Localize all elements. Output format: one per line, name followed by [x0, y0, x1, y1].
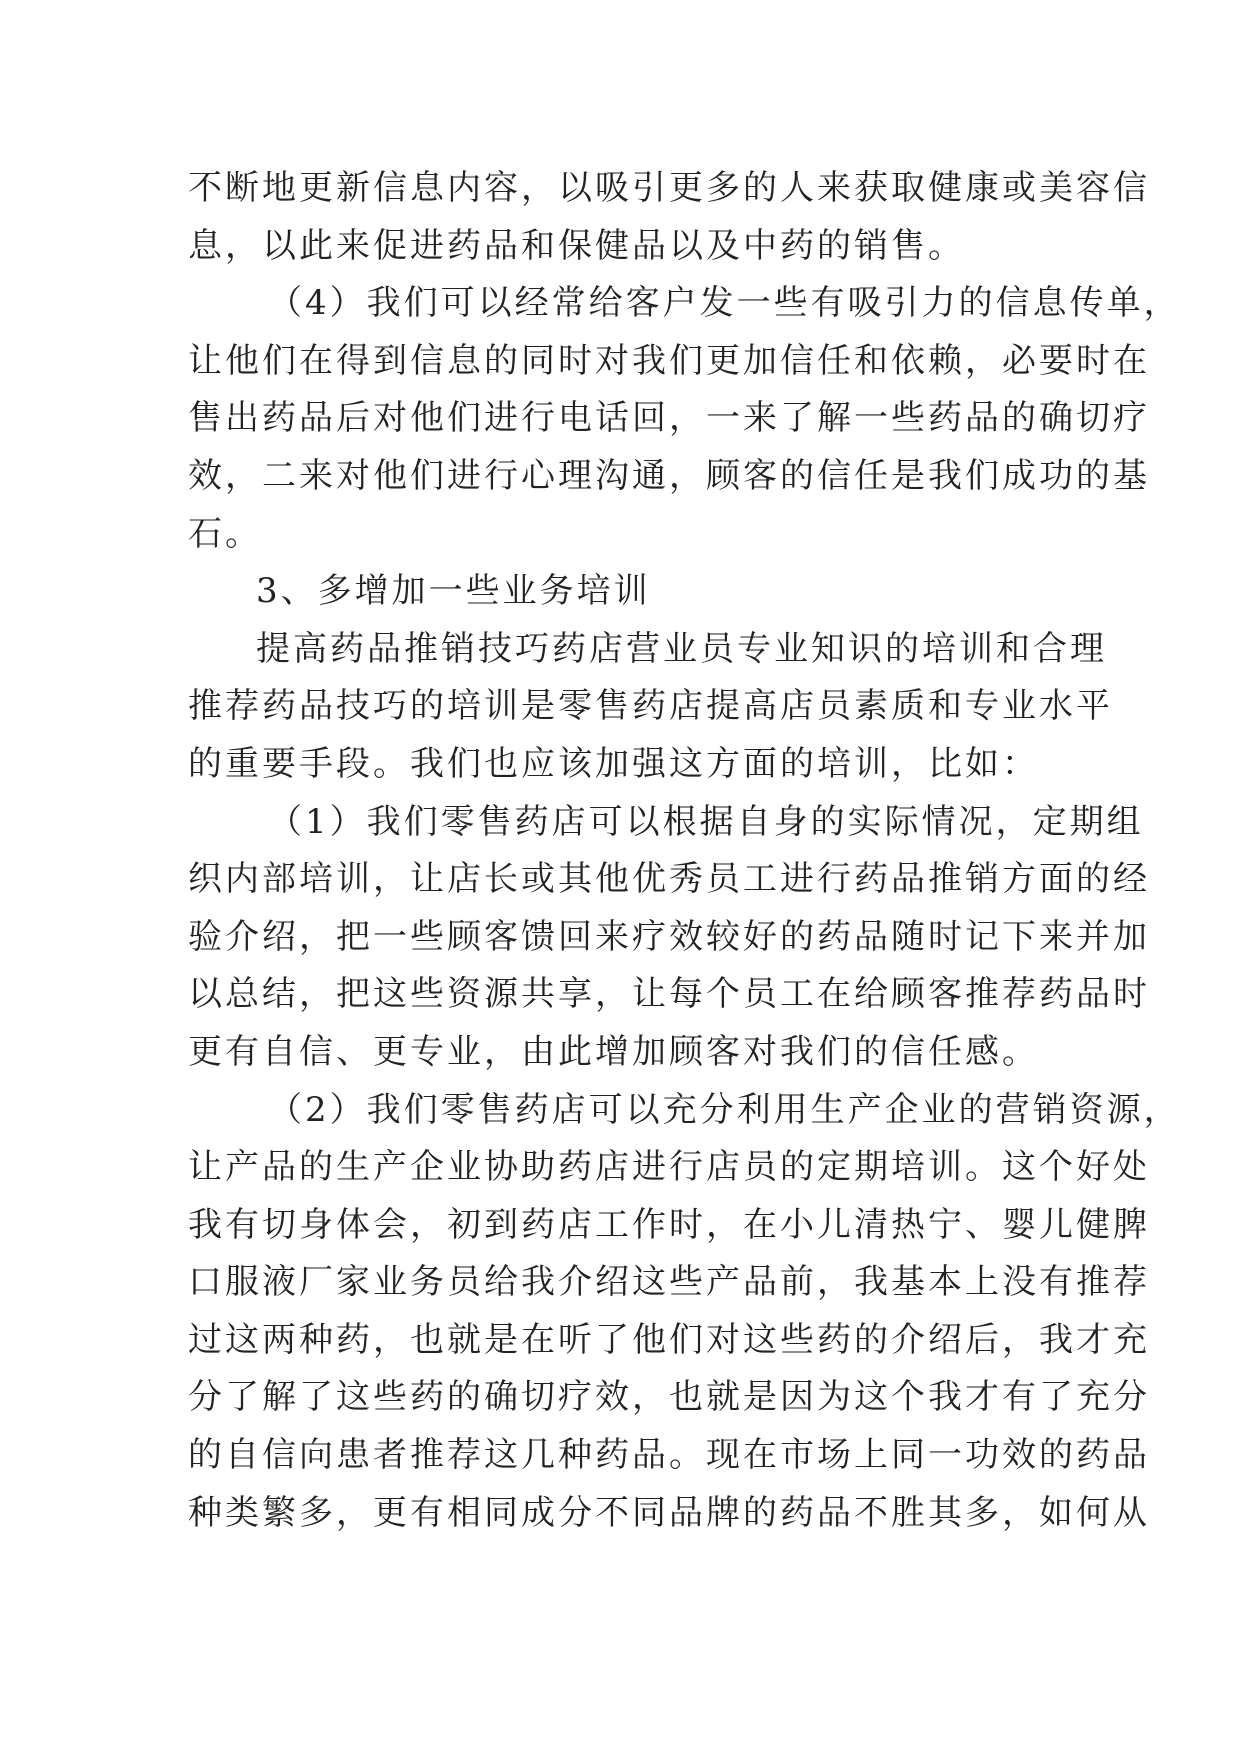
text-line: 息，以此来促进药品和保健品以及中药的销售。 — [188, 225, 965, 266]
text-line: 过这两种药，也就是在听了他们对这些药的介绍后，我才充 — [188, 1319, 1150, 1360]
text-line: （2）我们零售药店可以充分利用生产企业的营销资源， — [268, 1089, 1181, 1130]
text-line: （1）我们零售药店可以根据自身的实际情况，定期组 — [268, 801, 1144, 842]
text-line: 以总结，把这些资源共享，让每个员工在给顾客推荐药品时 — [188, 974, 1150, 1015]
text-line: 更有自信、更专业，由此增加顾客对我们的信任感。 — [188, 1031, 1039, 1072]
document-body — [188, 160, 1181, 1542]
text-line: （4）我们可以经常给客户发一些有吸引力的信息传单， — [268, 283, 1181, 324]
text-line: 让他们在得到信息的同时对我们更加信任和依赖，必要时在 — [188, 340, 1150, 381]
text-line: 我有切身体会，初到药店工作时，在小儿清热宁、婴儿健脾 — [188, 1204, 1150, 1245]
text-line: 织内部培训，让店长或其他优秀员工进行药品推销方面的经 — [188, 859, 1150, 900]
paragraph-item-2 — [188, 1082, 1181, 1543]
text-line: 的重要手段。我们也应该加强这方面的培训，比如： — [188, 743, 1039, 784]
text-line: 推荐药品技巧的培训是零售药店提高店员素质和专业水平 — [188, 686, 1113, 727]
text-line: 让产品的生产企业协助药店进行店员的定期培训。这个好处 — [188, 1147, 1150, 1188]
paragraph-continuation — [188, 160, 1150, 275]
text-line: 售出药品后对他们进行电话回，一来了解一些药品的确切疗 — [188, 398, 1150, 439]
text-line: 验介绍，把一些顾客馈回来疗效较好的药品随时记下来并加 — [188, 916, 1150, 957]
text-line: 的自信向患者推荐这几种药品。现在市场上同一功效的药品 — [188, 1435, 1150, 1476]
paragraph-item-1 — [188, 794, 1150, 1082]
text-line: 不断地更新信息内容，以吸引更多的人来获取健康或美容信 — [188, 168, 1150, 208]
text-line: 种类繁多，更有相同成分不同品牌的药品不胜其多，如何从 — [188, 1492, 1150, 1533]
text-line: 效，二来对他们进行心理沟通，顾客的信任是我们成功的基 — [188, 455, 1150, 496]
heading-line: 3、多增加一些业务培训 — [256, 571, 651, 612]
text-line: 石。 — [188, 513, 262, 554]
paragraph-item-4 — [188, 275, 1181, 563]
text-line: 提高药品推销技巧药店营业员专业知识的培训和合理 — [256, 628, 1107, 669]
text-line: 口服液厂家业务员给我介绍这些产品前，我基本上没有推荐 — [188, 1262, 1150, 1303]
section-heading — [188, 563, 1068, 621]
paragraph-training-intro — [188, 621, 1113, 794]
text-line: 分了解了这些药的确切疗效，也就是因为这个我才有了充分 — [188, 1377, 1150, 1418]
